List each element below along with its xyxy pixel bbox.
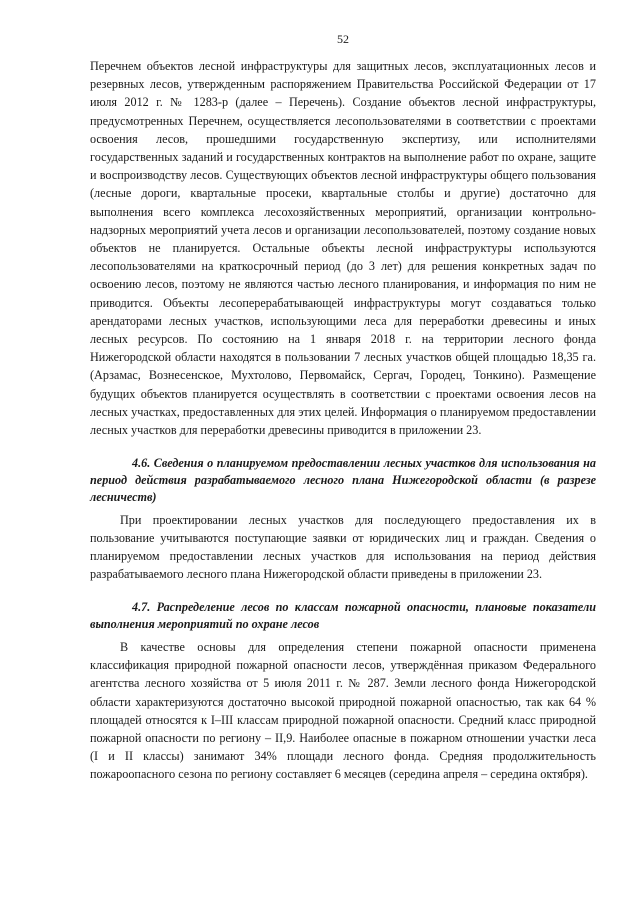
paragraph-fire-danger: В качестве основы для определения степени пожарной опасности применена классификация природной пожарной опасности лесов, утверждённая приказом Федерального агентства лесного хозяйства от 5 июля 2011 г. № 287. Земли лесного фонда Нижегородской области характеризуются достаточно высокой природной пожарной опасностью, так как 64 % площадей относятся к I–III классам природной пожарной опасности. Средний класс природной пожарной опасности по региону – II,9. Наиболее опасные в пожарном отношении участки леса (I и II классы) занимают 34% площади лесного фонда. Средняя продолжительность пожароопасного сезона по региону составляет 6 месяцев (середина апреля – середина октября). bbox=[90, 640, 596, 782]
document-page bbox=[90, 32, 596, 784]
page-number: 52 bbox=[337, 32, 349, 46]
paragraph-land-allocation: При проектировании лесных участков для последующего предоставления их в пользование учитываются поступающие заявки от юридических лиц и граждан. Сведения о планируемом предоставлении лесных участков для использования на период действия разрабатываемого лесного плана Нижегородской области приведены в приложении 23. bbox=[90, 512, 596, 582]
section-heading-4-7: 4.7. Распределение лесов по классам пожарной опасности, плановые показатели выполнения мероприятий по охране лесов bbox=[90, 600, 596, 632]
paragraph-forest-infrastructure: Перечнем объектов лесной инфраструктуры для защитных лесов, эксплуатационных лесов и резервных лесов, утвержденным распоряжением Правительства Российской Федерации от 17 июля 2012 г. № 1283-р (далее – Перечень). Создание объектов лесной инфраструктуры, предусмотренных Перечнем, осуществляется лесопользователями в соответствии с проектами освоения лесов, прошедшими государственную экспертизу, или исполнителями государственных заданий и государственных контрактов на выполнение работ по охране, защите и воспроизводству лесов. Существующих объектов лесной инфраструктуры общего пользования (лесные дороги, квартальные просеки, квартальные столбы и другие) достаточно для выполнения всего комплекса лесохозяйственных мероприятий, организации контрольно-надзорных мероприятий учета лесов и организации лесопользователей, поэтому создание новых объектов не планируется. Остальные объекты лесной инфраструктуры используются лесопользователями на краткосрочный период (до 3 лет) для решения конкретных задач по освоению лесов, поэтому не являются частью лесного планирования, и информация по ним не приводится. Объекты лесоперерабатывающей инфраструктуры могут создаваться только арендаторами лесных участков, использующими леса для переработки древесины и иных лесных ресурсов. По состоянию на 1 января 2018 г. на территории лесного фонда Нижегородской области находятся в пользовании 7 лесных участков общей площадью 18,35 га. (Арзамас, Вознесенское, Мухтолово, Первомайск, Сергач, Городец, Тонкино). Размещение будущих объектов планируется осуществлять в соответствии с проектами освоения лесов на лесных участках, предоставленных для этих целей. Информация о планируемом предоставлении лесных участков для переработки древесины приводится в приложении 23. bbox=[90, 59, 596, 438]
section-heading-4-6: 4.6. Сведения о планируемом предоставлении лесных участков для использования на период действия разрабатываемого лесного плана Нижегородской области (в разрезе лесничеств) bbox=[90, 456, 596, 504]
